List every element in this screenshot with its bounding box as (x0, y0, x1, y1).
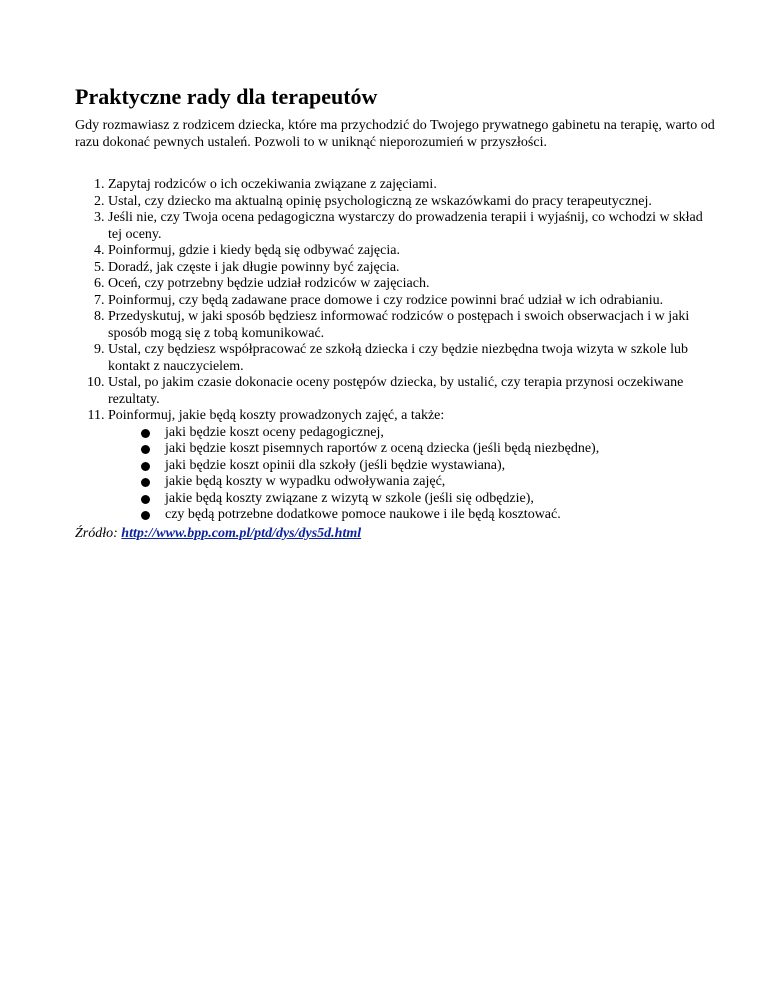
sublist-item-text: jakie będą koszty w wypadku odwoływania zajęć, (165, 474, 446, 489)
list-item-text: Poinformuj, jakie będą koszty prowadzonych zajęć, a także: (108, 408, 445, 423)
list-item (108, 408, 715, 524)
bullet-icon (141, 478, 150, 487)
source-label: Źródło: (75, 525, 122, 541)
list-item-text: Oceń, czy potrzebny będzie udział rodziców w zajęciach. (108, 276, 430, 291)
sublist-item-text: czy będą potrzebne dodatkowe pomoce naukowe i ile będą kosztować. (165, 507, 561, 522)
source-line (75, 526, 715, 543)
sublist-item (141, 491, 715, 508)
advice-list (75, 177, 715, 524)
list-item-text: Ustal, czy dziecko ma aktualną opinię psychologiczną ze wskazówkami do pracy terapeutycznej. (108, 193, 652, 209)
sublist-item (141, 474, 715, 491)
cost-sublist (108, 425, 715, 524)
list-item-text: Zapytaj rodziców o ich oczekiwania związane z zajęciami. (108, 177, 437, 192)
bullet-icon (141, 462, 150, 471)
list-item (108, 375, 715, 408)
bullet-icon (141, 495, 150, 504)
list-item-text: Jeśli nie, czy Twoja ocena pedagogiczna wystarczy do prowadzenia terapii i wyjaśnij, co wchodzi w skład tej oceny. (108, 210, 703, 242)
page-title: Praktyczne rady dla terapeutów (75, 84, 378, 109)
sublist-item-text: jakie będą koszty związane z wizytą w szkole (jeśli się odbędzie), (165, 490, 534, 506)
sublist-item-text: jaki będzie koszt oceny pedagogicznej, (165, 424, 384, 440)
sublist-item (141, 425, 715, 442)
intro-paragraph: Gdy rozmawiasz z rodzicem dziecka, które ma przychodzić do Twojego prywatnego gabinetu na terapię, warto od razu dokonać pewnych ustaleń. Pozwoli to w uniknąć nieporozumień w przyszłości. (75, 118, 715, 150)
sublist-item-text: jaki będzie koszt pisemnych raportów z oceną dziecka (jeśli będą niezbędne), (165, 441, 600, 456)
bullet-icon (141, 429, 150, 438)
sublist-item (141, 458, 715, 475)
sublist-item (141, 441, 715, 458)
list-item-text: Przedyskutuj, w jaki sposób będziesz informować rodziców o postępach i swoich obserwacjach i w jaki sposób mogą się z tobą komunikować. (108, 309, 690, 341)
bullet-icon (141, 511, 150, 520)
list-item (108, 194, 715, 211)
list-item-text: Poinformuj, gdzie i kiedy będą się odbywać zajęcia. (108, 243, 400, 258)
sublist-item (141, 507, 715, 524)
source-link[interactable]: http://www.bpp.com.pl/ptd/dys/dys5d.html (121, 525, 362, 541)
list-item (108, 260, 715, 277)
list-item (108, 342, 715, 375)
bullet-icon (141, 445, 150, 454)
list-item (108, 276, 715, 293)
list-item (108, 293, 715, 310)
list-item-text: Doradź, jak częste i jak długie powinny być zajęcia. (108, 259, 400, 275)
list-item (108, 243, 715, 260)
list-item-text: Poinformuj, czy będą zadawane prace domowe i czy rodzice powinni brać udział w ich odrabianiu. (108, 292, 664, 308)
list-item-text: Ustal, czy będziesz współpracować ze szkołą dziecka i czy będzie niezbędna twoja wizyta w szkole lub kontakt z nauczycielem. (108, 342, 688, 374)
list-item (108, 177, 715, 194)
sublist-item-text: jaki będzie koszt opinii dla szkoły (jeśli będzie wystawiana), (165, 457, 506, 473)
document-page (75, 84, 715, 542)
list-item (108, 210, 715, 243)
list-item-text: Ustal, po jakim czasie dokonacie oceny postępów dziecka, by ustalić, czy terapia przynosi oczekiwane rezultaty. (108, 375, 684, 407)
list-item (108, 309, 715, 342)
